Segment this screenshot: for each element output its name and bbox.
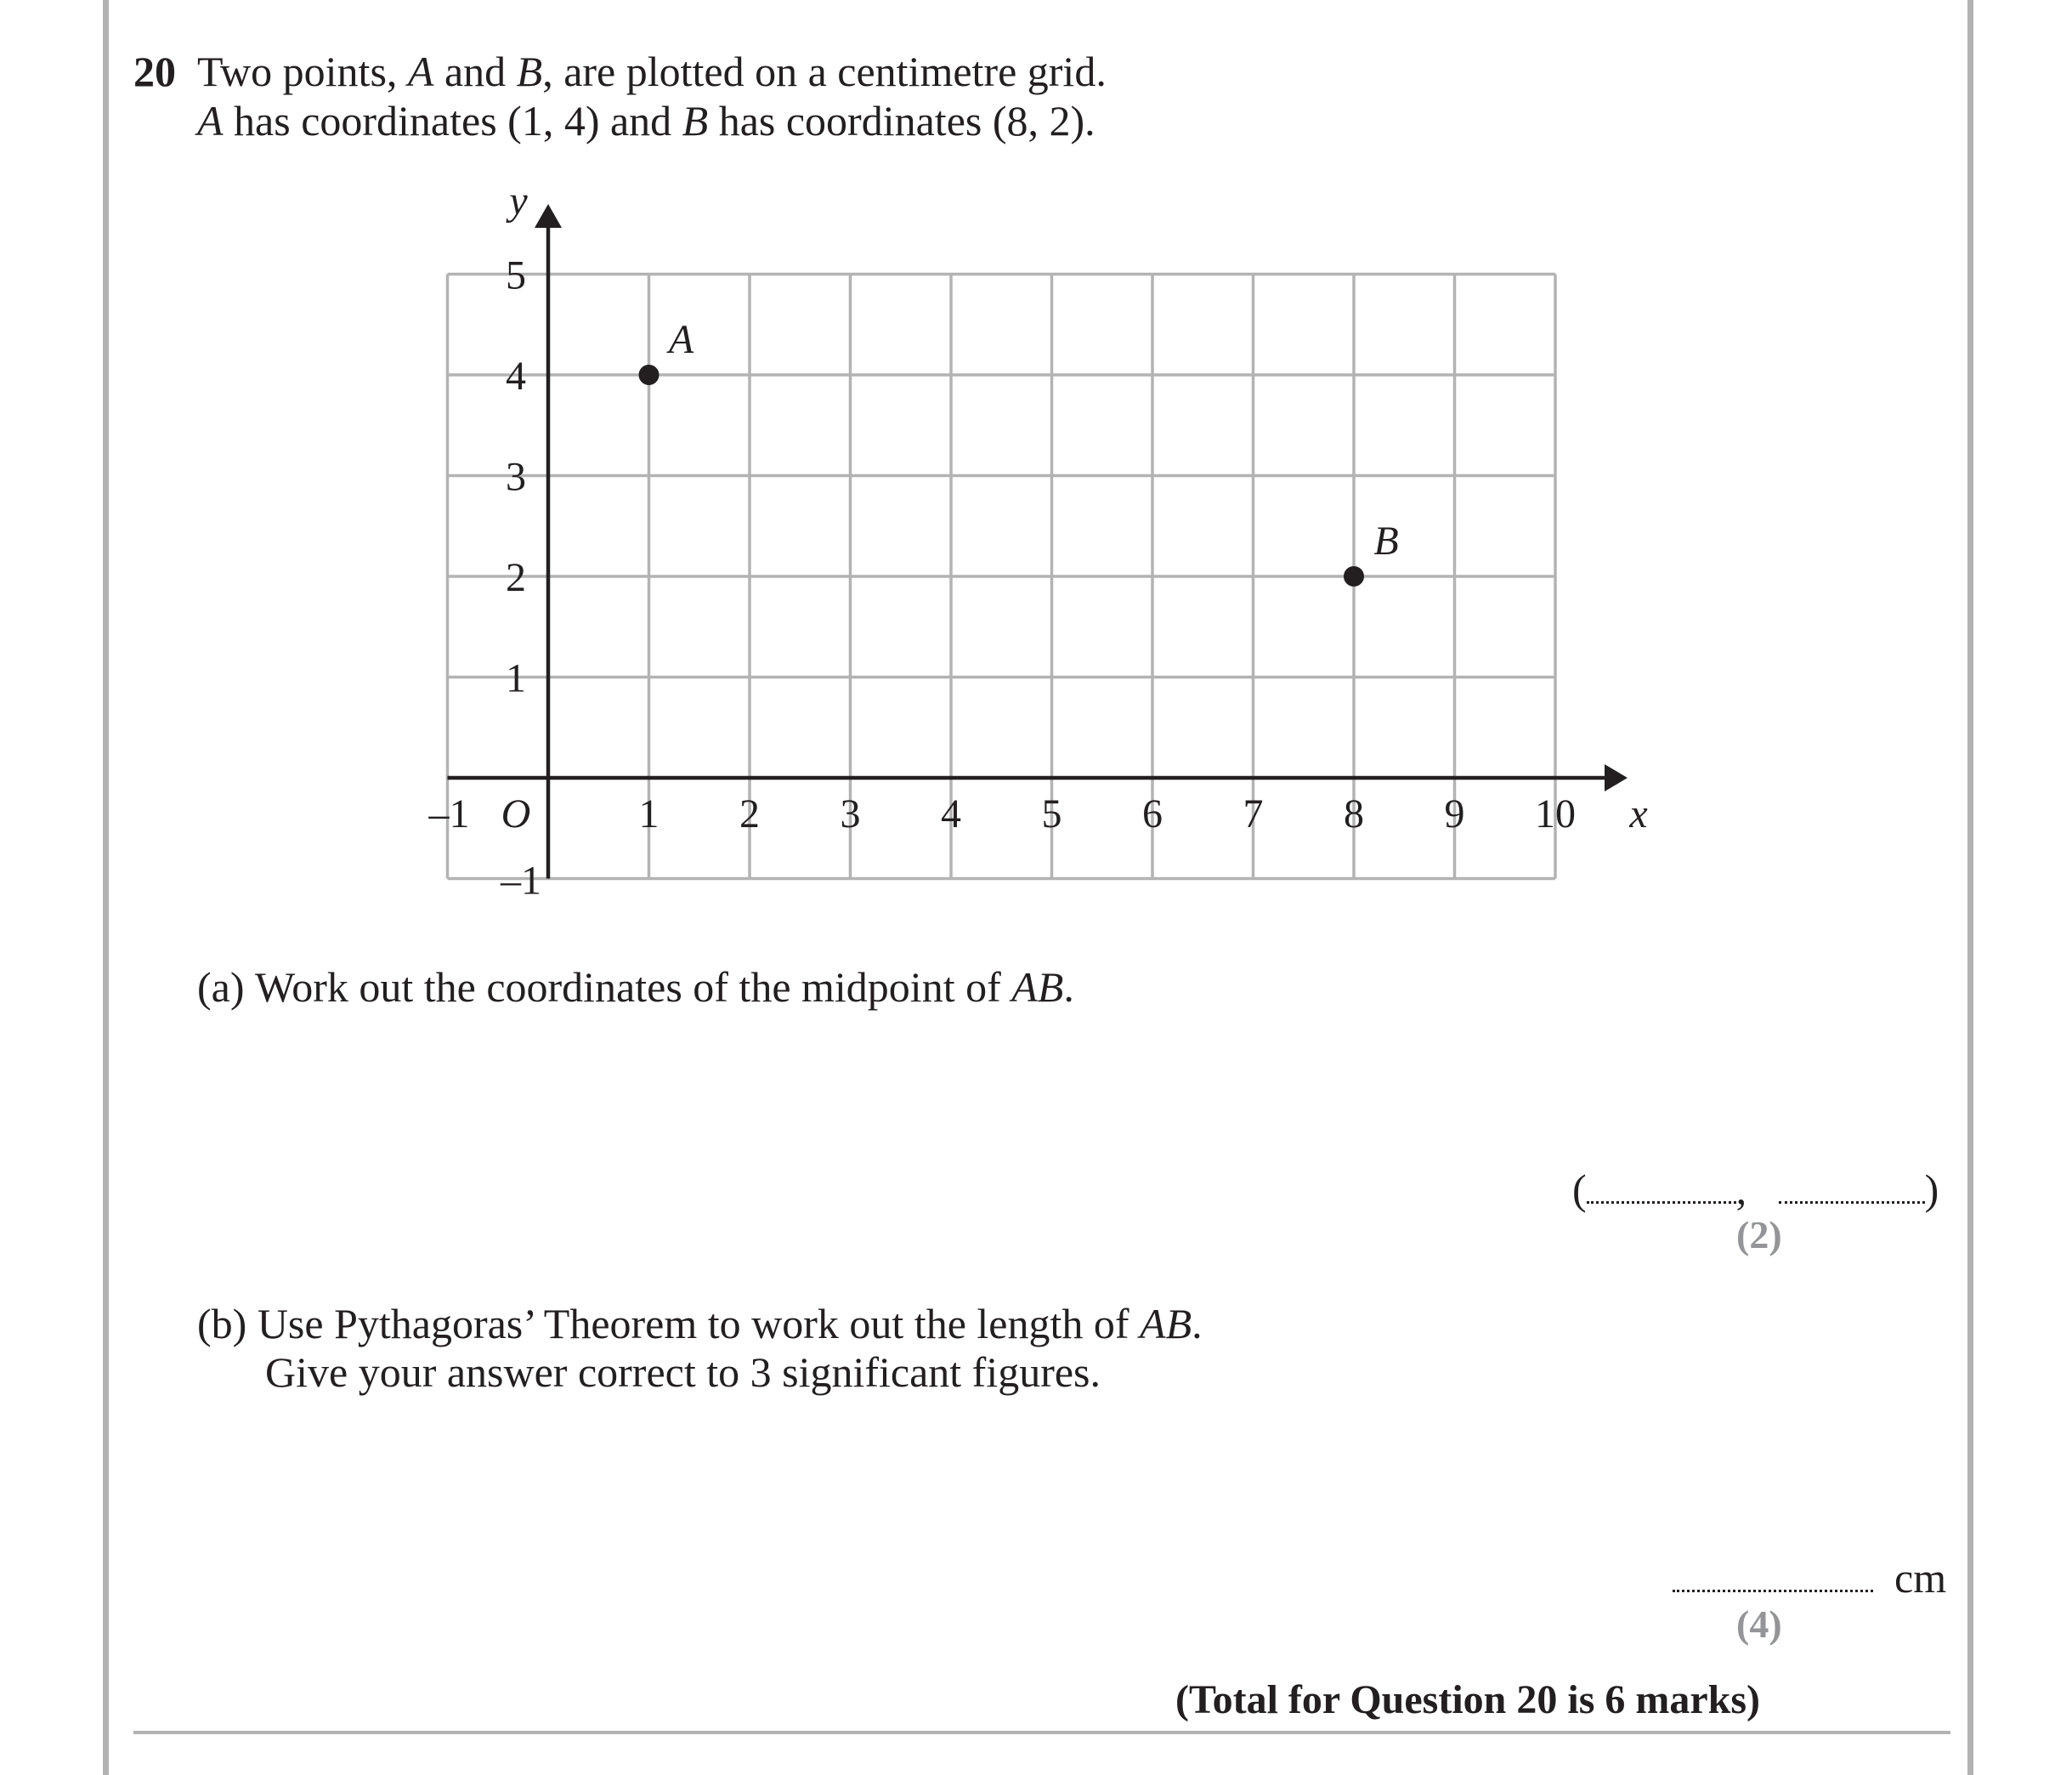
x-tick-label: 3 xyxy=(840,791,861,836)
x-tick-label: –1 xyxy=(428,791,470,836)
point-b-label: B xyxy=(1373,519,1399,564)
x-tick-label: 5 xyxy=(1041,791,1062,836)
question-total: (Total for Question 20 is 6 marks) xyxy=(1175,1677,1761,1722)
x-tick-label: 4 xyxy=(941,791,961,836)
part-a-label: (a) xyxy=(197,963,245,1011)
question-number: 20 xyxy=(133,48,176,95)
x-tick-label: 2 xyxy=(739,791,760,836)
question-stem-line2: A has coordinates (1, 4) and B has coordinates (8, 2). xyxy=(197,97,1095,145)
unit-cm: cm xyxy=(1894,1554,1947,1602)
answer-close-paren: ) xyxy=(1924,1165,1939,1213)
answer-comma: , xyxy=(1735,1165,1747,1213)
point-a-label: A xyxy=(668,317,694,362)
part-a-question xyxy=(197,962,1074,1012)
part-b-text: Use Pythagoras’ Theorem to work out the length of AB. xyxy=(257,1300,1203,1347)
part-a-answer-line[interactable] xyxy=(1572,1165,1939,1214)
y-tick-label: 4 xyxy=(506,354,526,399)
stem-text: Two points, A and B, are plotted on a centimetre grid. xyxy=(197,48,1107,95)
x-tick-label: 1 xyxy=(638,791,660,836)
y-tick-label: 5 xyxy=(506,252,526,298)
midpoint-x-answer-field[interactable] xyxy=(1587,1201,1736,1204)
y-axis-label: y xyxy=(509,179,528,224)
point-a xyxy=(639,365,660,385)
x-tick-label: 6 xyxy=(1142,791,1163,836)
x-axis-label: x xyxy=(1629,791,1648,836)
y-tick-label: –1 xyxy=(501,858,541,904)
part-b-answer-line[interactable] xyxy=(1673,1553,1946,1602)
x-tick-label: 7 xyxy=(1243,791,1264,836)
length-answer-field[interactable] xyxy=(1673,1590,1873,1592)
midpoint-y-answer-field[interactable] xyxy=(1779,1201,1925,1204)
part-b-question-line2: Give your answer correct to 3 significant figures. xyxy=(265,1348,1101,1396)
x-tick-label: 10 xyxy=(1535,791,1576,836)
x-tick-label: 9 xyxy=(1444,791,1465,836)
bottom-divider xyxy=(133,1731,1950,1734)
part-b-label: (b) xyxy=(197,1300,247,1347)
answer-open-paren: ( xyxy=(1572,1165,1587,1213)
y-tick-label: 3 xyxy=(506,454,526,500)
origin-label: O xyxy=(501,791,531,836)
part-a-marks: (2) xyxy=(1736,1213,1782,1256)
part-b-marks: (4) xyxy=(1736,1602,1782,1646)
x-tick-label: 8 xyxy=(1344,791,1364,836)
part-a-text: Work out the coordinates of the midpoint of AB. xyxy=(255,963,1074,1011)
x-axis-arrow xyxy=(1605,764,1628,791)
y-axis-arrow xyxy=(535,204,562,228)
y-tick-label: 1 xyxy=(506,655,526,701)
y-tick-label: 2 xyxy=(506,555,526,600)
point-b xyxy=(1344,566,1364,587)
part-b-question-line1 xyxy=(197,1299,1203,1348)
